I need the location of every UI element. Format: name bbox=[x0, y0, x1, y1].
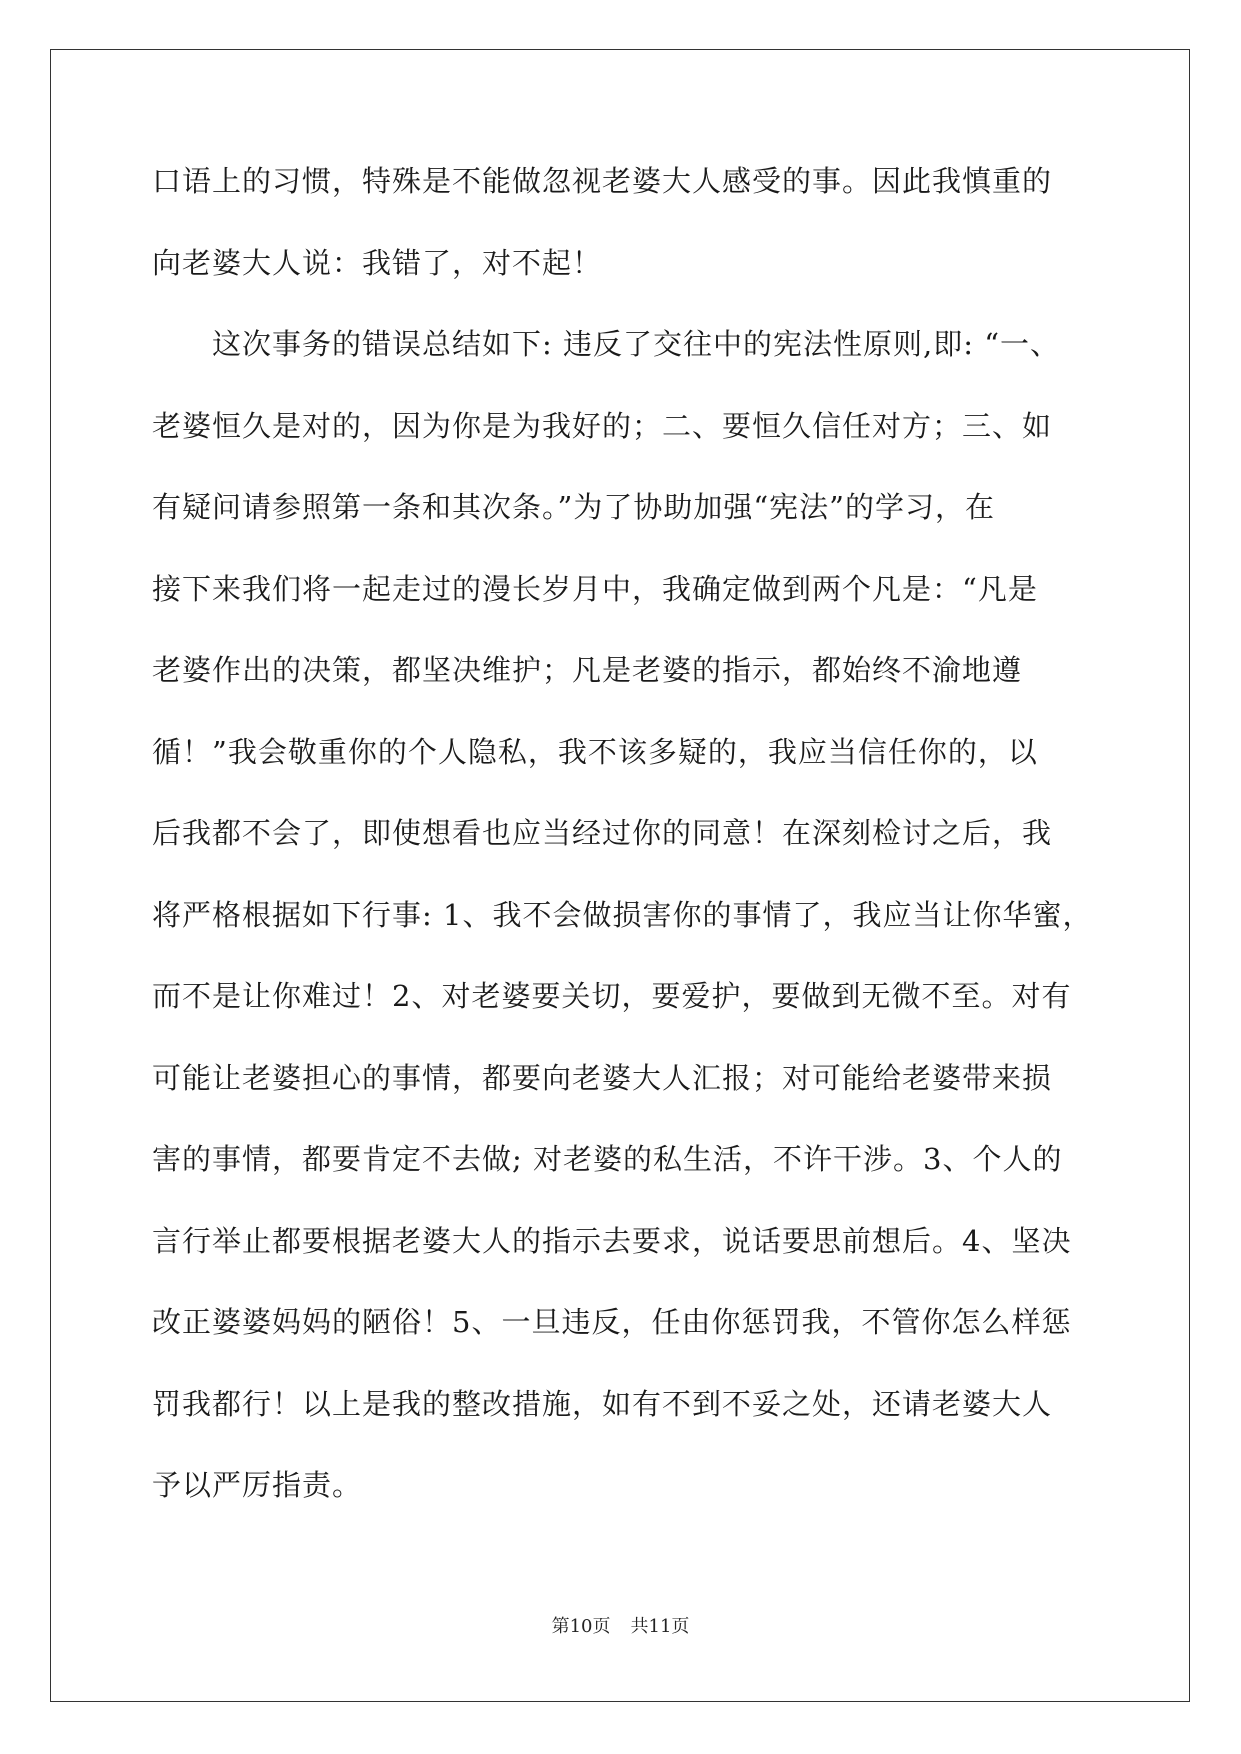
text-line: 可能让老婆担心的事情，都要向老婆大人汇报；对可能给老婆带来损 bbox=[152, 1060, 1053, 1095]
text-line: 将严格根据如下行事: 1、我不会做损害你的事情了，我应当让你华蜜， bbox=[152, 897, 1093, 932]
text-line: 口语上的习惯，特殊是不能做忽视老婆大人感受的事。因此我慎重的 bbox=[152, 164, 1053, 198]
text-line: 后我都不会了，即使想看也应当经过你的同意！在深刻检讨之后，我 bbox=[152, 816, 1053, 850]
text-line: 这次事务的错误总结如下: 违反了交往中的宪法性原则,即: “一、 bbox=[152, 327, 1061, 361]
page-number-total: 共11页 bbox=[630, 1616, 690, 1637]
text-line: 循！”我会敬重你的个人隐私，我不该多疑的，我应当信任你的，以 bbox=[152, 734, 1038, 769]
text-line: 言行举止都要根据老婆大人的指示去要求，说话要思前想后。4、坚决 bbox=[152, 1223, 1072, 1258]
text-line: 予以严厉指责。 bbox=[152, 1468, 363, 1502]
text-line: 有疑问请参照第一条和其次条。”为了协助加强“宪法”的学习，在 bbox=[152, 490, 995, 524]
text-line: 老婆恒久是对的，因为你是为我好的；二、要恒久信任对方；三、如 bbox=[152, 408, 1053, 443]
page-footer bbox=[0, 1612, 1241, 1638]
text-line: 接下来我们将一起走过的漫长岁月中，我确定做到两个凡是：“凡是 bbox=[152, 571, 1038, 606]
text-line: 老婆作出的决策，都坚决维护；凡是老婆的指示，都始终不渝地遵 bbox=[152, 653, 1023, 687]
text-line: 害的事情，都要肯定不去做; 对老婆的私生活，不许干涉。3、个人的 bbox=[152, 1142, 1063, 1176]
page-number-current: 第10页 bbox=[551, 1616, 611, 1637]
text-line: 向老婆大人说：我错了，对不起！ bbox=[152, 245, 603, 280]
text-line: 改正婆婆妈妈的陋俗！5、一旦违反，任由你惩罚我，不管你怎么样惩 bbox=[152, 1305, 1072, 1339]
text-line: 罚我都行！以上是我的整改措施，如有不到不妥之处，还请老婆大人 bbox=[152, 1386, 1053, 1421]
document-body bbox=[152, 160, 1092, 1546]
text-line: 而不是让你难过！2、对老婆要关切，要爱护，要做到无微不至。对有 bbox=[152, 979, 1072, 1013]
